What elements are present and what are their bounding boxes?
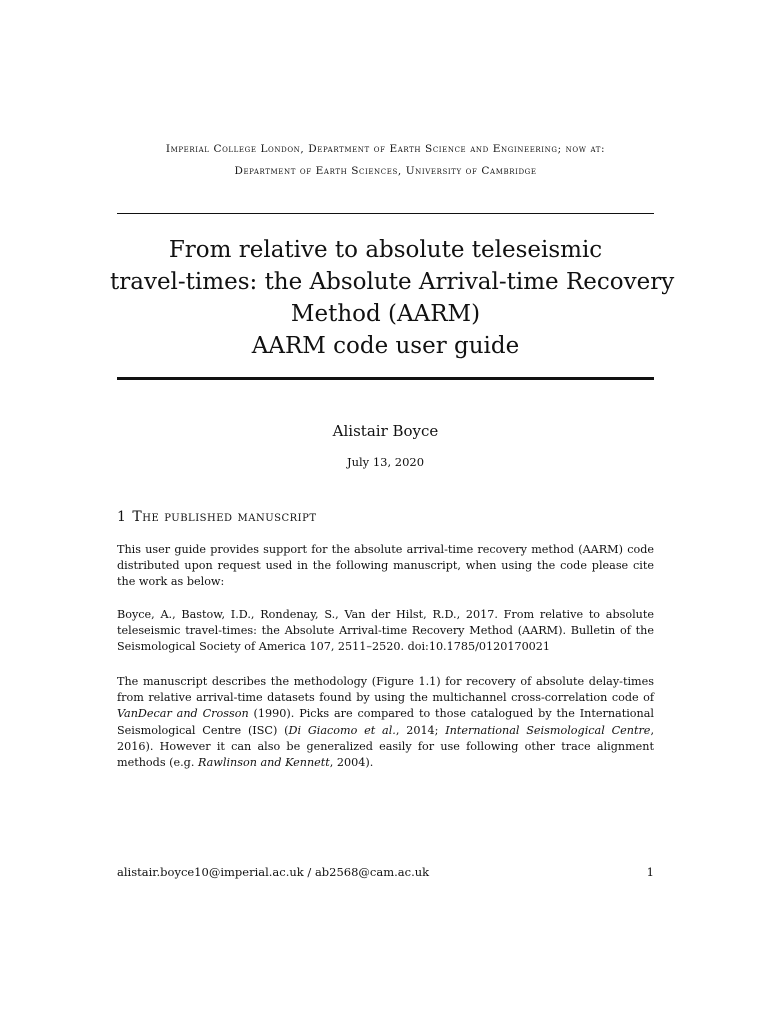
title-divider <box>117 377 654 380</box>
methodology-text: (1990). Picks are compared to those catalogued by the International Seismological Centre (ISC) ( <box>117 707 654 737</box>
title-line-3: Method (AARM) <box>290 301 481 327</box>
section-heading <box>117 509 654 525</box>
methodology-text: , 2016). However it can also be generalized easily for use following other trace alignment methods (e.g. <box>117 723 654 770</box>
title-line-2: travel-times: the Absolute Arrival-time Recovery <box>110 269 675 295</box>
section-title: The published manuscript <box>132 509 317 525</box>
document-date: July 13, 2020 <box>346 455 425 469</box>
title-line-1: From relative to absolute teleseismic <box>168 237 603 263</box>
page-number: 1 <box>646 865 654 879</box>
affiliation-line-2: Department of Earth Sciences, University of Cambridge <box>234 165 537 177</box>
title-line-4: AARM code user guide <box>251 333 520 359</box>
footer-emails: alistair.boyce10@imperial.ac.uk / ab2568@cam.ac.uk <box>117 865 430 879</box>
section-number: 1 <box>117 509 127 525</box>
methodology-text: , 2014; <box>395 723 446 737</box>
paragraph-intro: This user guide provides support for the absolute arrival-time recovery method (AARM) code distributed upon request used in the following manuscript, when using the code please cite the work as below: <box>117 543 654 589</box>
author-name: Alistair Boyce <box>332 422 439 440</box>
paragraph-methodology <box>117 674 654 771</box>
affiliation-line-1: Imperial College London, Department of Earth Science and Engineering; now at: <box>165 143 606 155</box>
document-title <box>110 234 675 362</box>
top-divider <box>117 213 654 214</box>
methodology-text: , 2004). <box>329 756 374 770</box>
citation-link[interactable]: VanDecar and Crosson <box>117 707 249 721</box>
citation-link[interactable]: International Seismological Centre <box>445 723 651 737</box>
citation-link[interactable]: Di Giacomo et al. <box>288 723 396 737</box>
affiliation-block <box>117 138 654 182</box>
methodology-text: The manuscript describes the methodology (Figure 1.1) for recovery of absolute delay-times from relative arrival-time datasets found by using the multichannel cross-correlation code of <box>117 675 654 705</box>
citation-link[interactable]: Rawlinson and Kennett <box>197 756 330 770</box>
paragraph-citation: Boyce, A., Bastow, I.D., Rondenay, S., Van der Hilst, R.D., 2017. From relative to absolute teleseismic travel-times: the Absolute Arrival-time Recovery Method (AARM). Bulletin of the Seismological Society of America 107, 2511–2520. doi:10.1785/0120170021 <box>117 608 654 654</box>
